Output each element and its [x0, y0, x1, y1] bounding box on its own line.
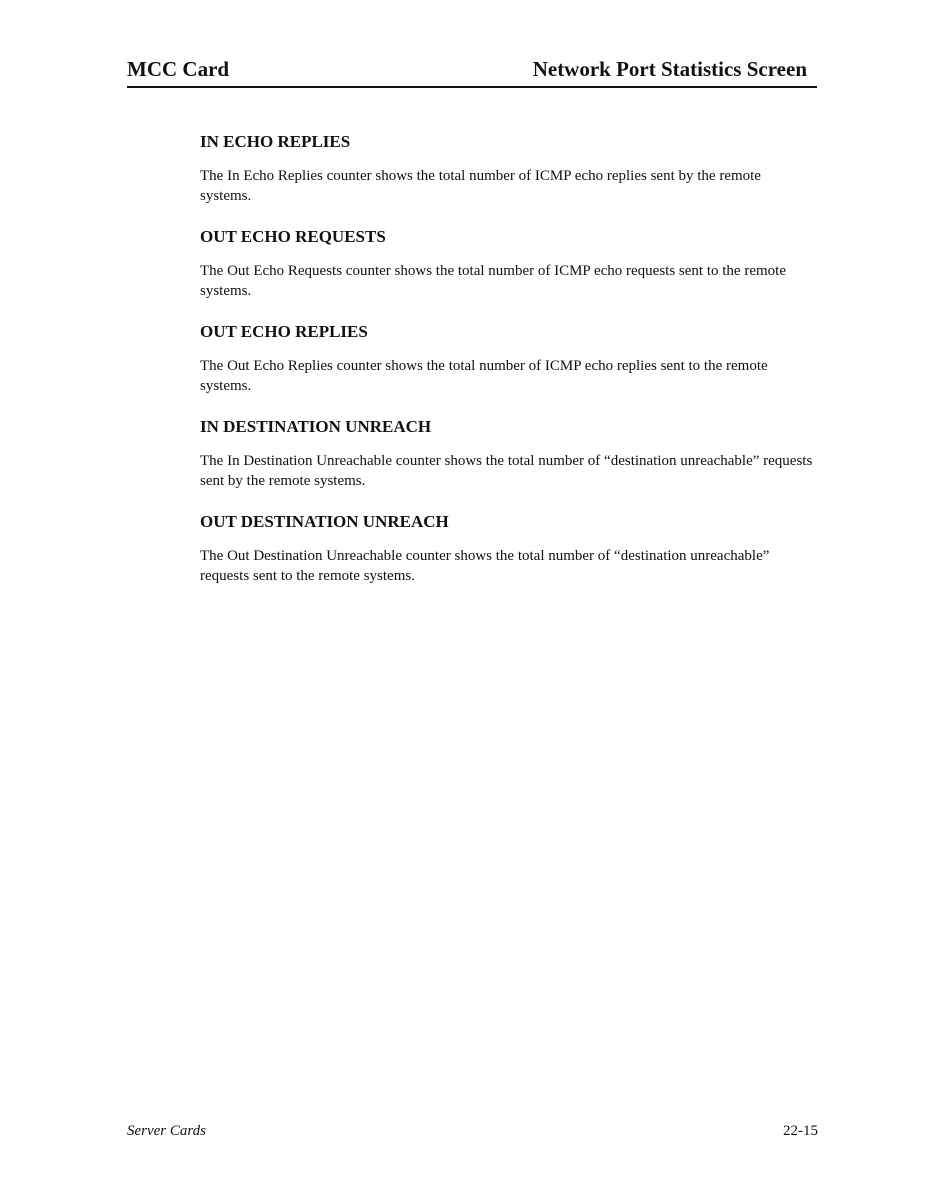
- section-paragraph: The Out Destination Unreachable counter shows the total number of “destination unreachable” requests sent to the remote systems.: [200, 548, 770, 584]
- section-paragraph: The In Echo Replies counter shows the total number of ICMP echo replies sent by the remote systems.: [200, 168, 761, 204]
- section-paragraph: The In Destination Unreachable counter shows the total number of “destination unreachable” requests sent by the remote systems.: [200, 453, 813, 489]
- section-heading: OUT ECHO REPLIES: [200, 322, 368, 341]
- page-content: [200, 131, 820, 606]
- header-section-title: Network Port Statistics Screen: [532, 57, 807, 81]
- footer-book-title: Server Cards: [127, 1123, 207, 1139]
- section-paragraph: The Out Echo Replies counter shows the total number of ICMP echo replies sent to the remote systems.: [200, 358, 768, 394]
- section-in-destination-unreach: [200, 416, 820, 491]
- section-paragraph: The Out Echo Requests counter shows the total number of ICMP echo requests sent to the remote systems.: [200, 263, 786, 299]
- section-heading: OUT DESTINATION UNREACH: [200, 512, 449, 531]
- section-in-echo-replies: [200, 131, 820, 206]
- section-out-echo-replies: [200, 321, 820, 396]
- section-out-echo-requests: [200, 226, 820, 301]
- section-heading: IN DESTINATION UNREACH: [200, 417, 432, 436]
- page-number: 22-15: [783, 1123, 818, 1139]
- header-chapter-title: MCC Card: [127, 57, 230, 81]
- section-heading: IN ECHO REPLIES: [200, 132, 351, 151]
- section-heading: OUT ECHO REQUESTS: [200, 227, 386, 246]
- section-out-destination-unreach: [200, 511, 820, 586]
- page-header: [127, 54, 817, 88]
